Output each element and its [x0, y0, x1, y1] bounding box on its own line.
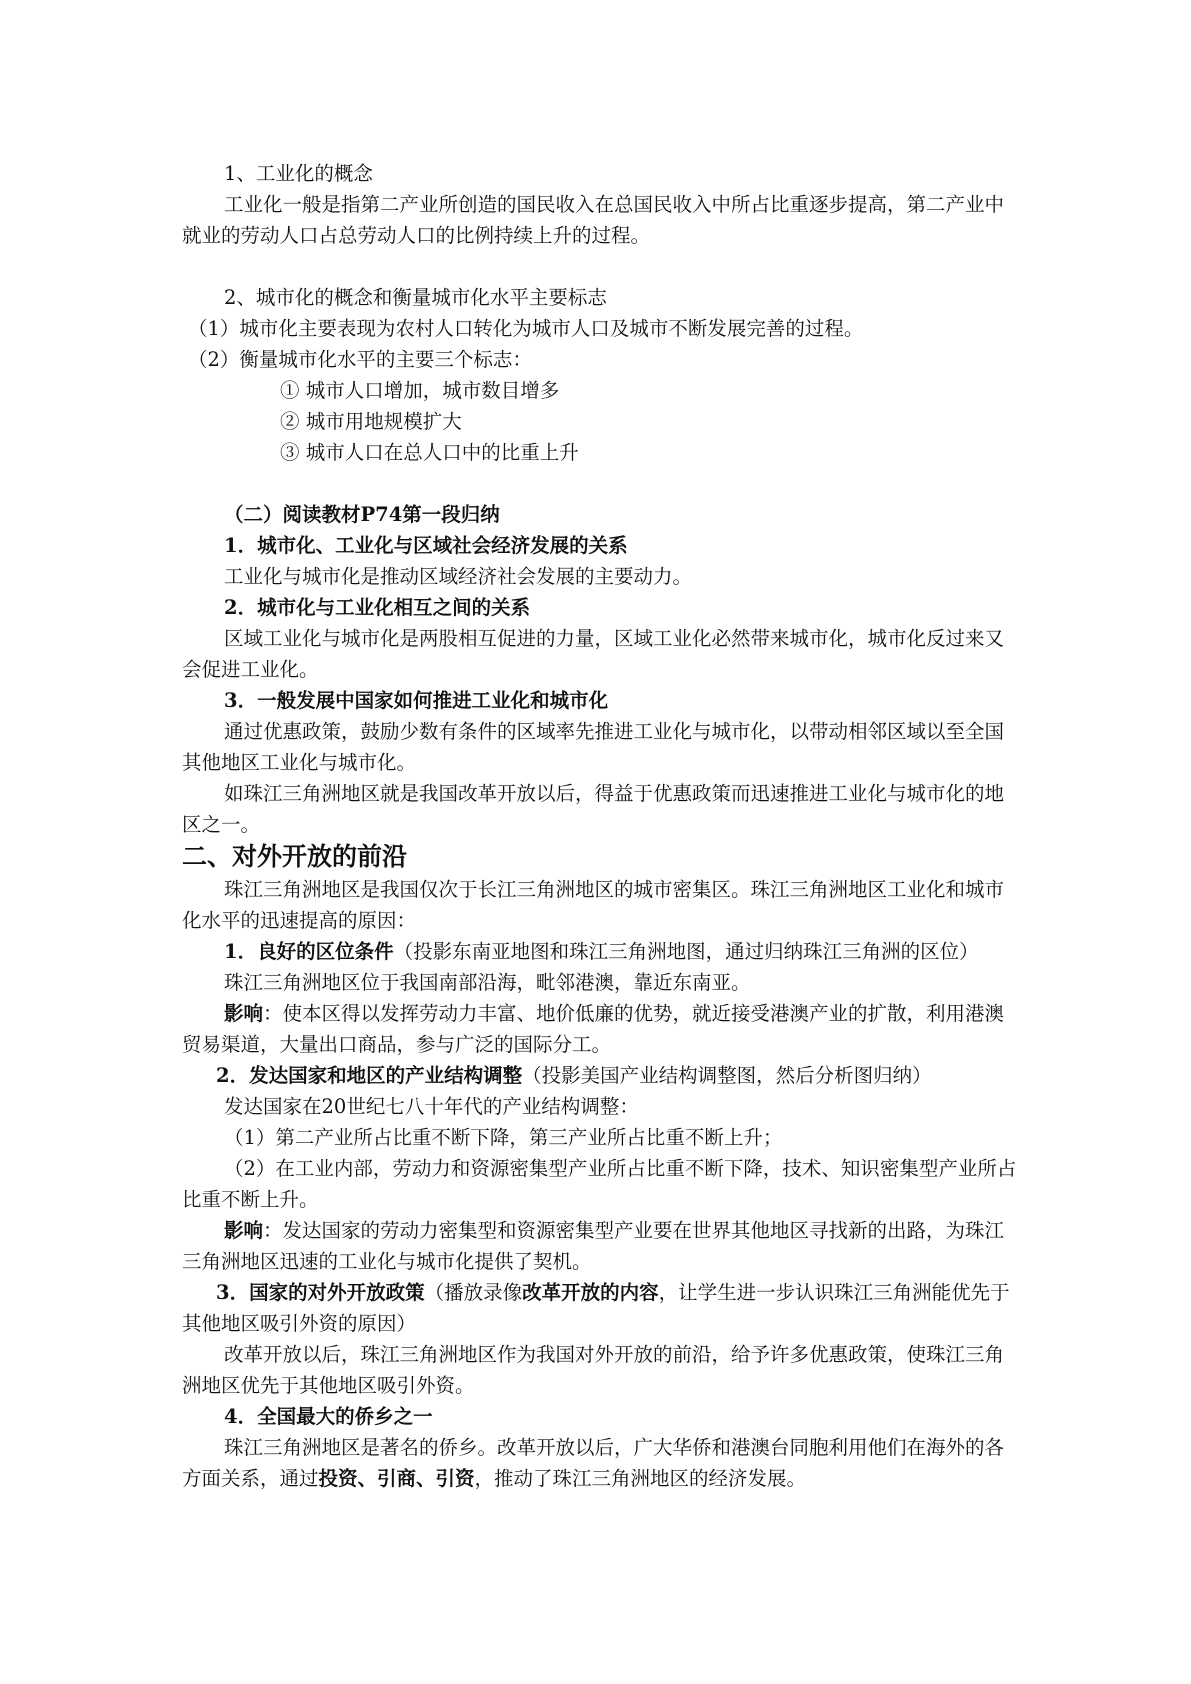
factor-1-effect	[182, 998, 1022, 1060]
factor-2-note: （投影美国产业结构调整图，然后分析图归纳）	[522, 1064, 932, 1087]
urbanization-indicator: ① 城市人口增加，城市数目增多	[280, 379, 560, 402]
paragraph-developing-countries: 通过优惠政策，鼓励少数有条件的区域率先推进工业化与城市化，以带动相邻区域以至全国其他地区工业化与城市化。	[182, 720, 1005, 774]
factor-1-location	[182, 936, 1022, 967]
factor-3-note-a: （播放录像	[424, 1281, 523, 1304]
paragraph-relationship-development: 工业化与城市化是推动区域经济社会发展的主要动力。	[224, 565, 693, 588]
factor-4-heading: 4．全国最大的侨乡之一	[224, 1405, 433, 1428]
urbanization-point-1: （1）城市化主要表现为农村人口转化为城市人口及城市不断发展完善的过程。	[188, 317, 864, 340]
factor-4-text	[182, 1432, 1022, 1494]
factor-4-text-c: ，推动了珠江三角洲地区的经济发展。	[474, 1467, 807, 1490]
spacer	[182, 468, 1022, 499]
factor-2-item-2: （2）在工业内部，劳动力和资源密集型产业所占比重不断下降，技术、知识密集型产业所占比重不断上升。	[182, 1157, 1017, 1211]
factor-4-text-bold: 投资、引商、引资	[318, 1467, 475, 1490]
factor-3-text: 改革开放以后，珠江三角洲地区作为我国对外开放的前沿，给予许多优惠政策，使珠江三角洲地区优先于其他地区吸引外资。	[182, 1343, 1005, 1397]
factor-3-note-bold: 改革开放的内容	[522, 1281, 659, 1304]
section-title-industrialization: 1、工业化的概念	[224, 162, 373, 185]
factor-2-heading: 2．发达国家和地区的产业结构调整	[216, 1064, 523, 1087]
subheading-relationship-development: 1．城市化、工业化与区域社会经济发展的关系	[224, 534, 628, 557]
paragraph-intro-causes: 珠江三角洲地区是我国仅次于长江三角洲地区的城市密集区。珠江三角洲地区工业化和城市化水平的迅速提高的原因：	[182, 878, 1005, 932]
factor-1-text: 珠江三角洲地区位于我国南部沿海，毗邻港澳，靠近东南亚。	[224, 971, 751, 994]
paragraph-mutual-relationship: 区域工业化与城市化是两股相互促进的力量，区域工业化必然带来城市化，城市化反过来又会促进工业化。	[182, 627, 1005, 681]
factor-1-note: （投影东南亚地图和珠江三角洲地图，通过归纳珠江三角洲的区位）	[393, 940, 979, 963]
effect-label: 影响	[224, 1002, 264, 1025]
urbanization-indicator: ③ 城市人口在总人口中的比重上升	[280, 441, 579, 464]
factor-3-heading: 3．国家的对外开放政策	[216, 1281, 425, 1304]
section-title-reading: （二）阅读教材P74第一段归纳	[224, 503, 500, 526]
spacer	[182, 251, 1022, 282]
document-page	[182, 158, 1022, 1494]
subheading-developing-countries: 3．一般发展中国家如何推进工业化和城市化	[224, 689, 609, 712]
factor-2-item-1: （1）第二产业所占比重不断下降，第三产业所占比重不断上升；	[224, 1126, 783, 1149]
factor-2-text: 发达国家在20世纪七八十年代的产业结构调整：	[224, 1095, 639, 1118]
factor-2-effect	[182, 1215, 1022, 1277]
effect-label: 影响	[224, 1219, 264, 1242]
urbanization-indicator: ② 城市用地规模扩大	[280, 410, 462, 433]
section-title-urbanization: 2、城市化的概念和衡量城市化水平主要标志	[224, 286, 607, 309]
factor-3-note-c: ，让学生进一步认识珠江三角洲能优先于其他地区吸引外资的原因）	[182, 1281, 1010, 1335]
factor-4-text-a: 珠江三角洲地区是著名的侨乡。改革开放以后，广大华侨和港澳台同胞利用他们在海外的各方面关系，通过	[182, 1436, 1005, 1490]
factor-1-heading: 1．良好的区位条件	[224, 940, 394, 963]
section-heading-opening-frontier: 二、对外开放的前沿	[182, 842, 408, 871]
effect-text: ：发达国家的劳动力密集型和资源密集型产业要在世界其他地区寻找新的出路，为珠江三角洲地区迅速的工业化与城市化提供了契机。	[182, 1219, 1005, 1273]
subheading-mutual-relationship: 2．城市化与工业化相互之间的关系	[224, 596, 531, 619]
urbanization-point-2: （2）衡量城市化水平的主要三个标志：	[188, 348, 532, 371]
factor-3-policy	[182, 1277, 1022, 1339]
paragraph-pearl-river-example: 如珠江三角洲地区就是我国改革开放以后，得益于优惠政策而迅速推进工业化与城市化的地区之一。	[182, 782, 1005, 836]
industrialization-definition: 工业化一般是指第二产业所创造的国民收入在总国民收入中所占比重逐步提高，第二产业中就业的劳动人口占总劳动人口的比例持续上升的过程。	[182, 193, 1005, 247]
factor-2-structure	[182, 1060, 1022, 1091]
effect-text: ：使本区得以发挥劳动力丰富、地价低廉的优势，就近接受港澳产业的扩散，利用港澳贸易渠道，大量出口商品，参与广泛的国际分工。	[182, 1002, 1005, 1056]
